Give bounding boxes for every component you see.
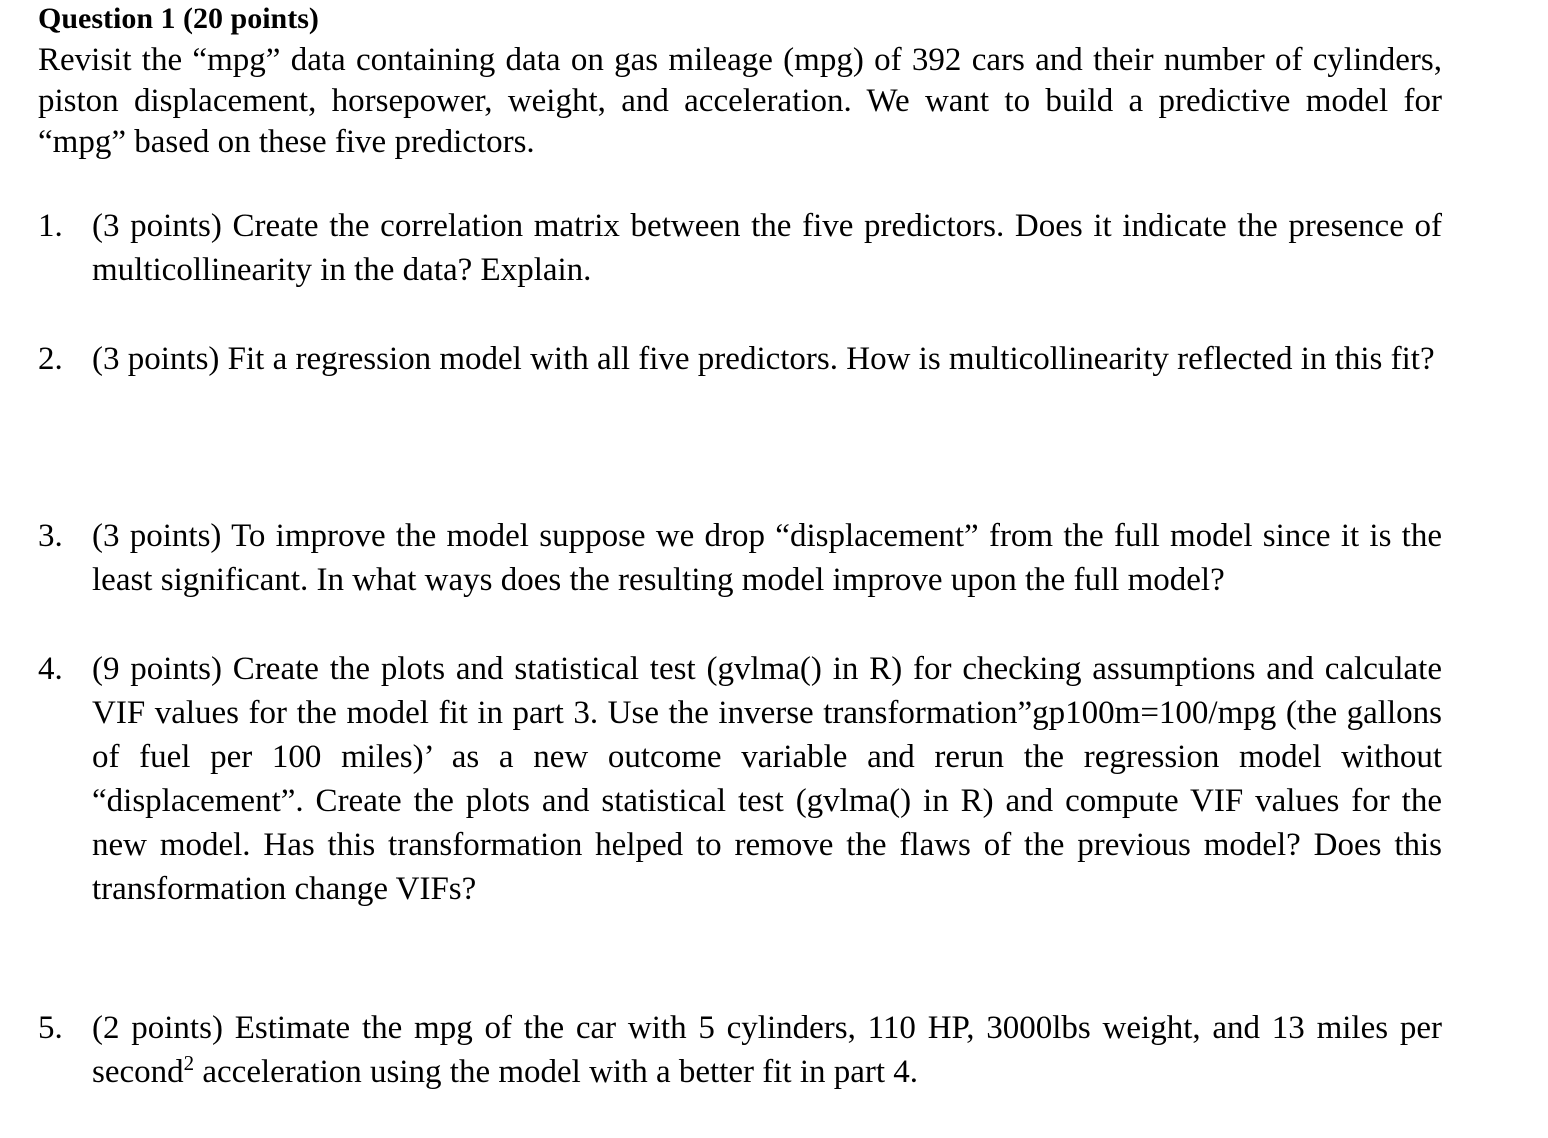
list-item [38, 204, 1442, 292]
list-item [38, 337, 1442, 381]
item-text [92, 1006, 1442, 1094]
list-item [38, 514, 1442, 602]
item-text: (3 points) Create the correlation matrix between the five predictors. Does it indicate the presence of multicollinearity in the data? Explain. [92, 208, 1442, 288]
item-text-before: (2 points) Estimate the mpg of the car with 5 cylinders, 110 HP, 3000lbs weight, and 13 miles per second [92, 1010, 1442, 1090]
item-text: (9 points) Create the plots and statistical test (gvlma() in R) for checking assumptions and calculate VIF values for the model fit in part 3. Use the inverse transformation”gp100m=100/mpg (the gallons of fuel per 100 miles)’ as a new outcome variable and rerun the regression model without “displacement”. Create the plots and statistical test (gvlma() in R) and compute VIF values for the new model. Has this transformation helped to remove the flaws of the previous model? Does this transformation change VIFs? [92, 651, 1442, 907]
item-number: 5. [38, 1010, 63, 1046]
question-title: Question 1 (20 points) [38, 2, 319, 35]
item-number: 3. [38, 518, 63, 554]
question-intro: Revisit the “mpg” data containing data on gas mileage (mpg) of 392 cars and their number of cylinders, piston displacement, horsepower, weight, and acceleration. We want to build a predictive model for “mpg” based on these five predictors. [38, 42, 1442, 160]
item-text: (3 points) To improve the model suppose we drop “displacement” from the full model since it is the least significant. In what ways does the resulting model improve upon the full model? [92, 518, 1442, 598]
superscript-two: 2 [183, 1051, 195, 1075]
list-item [38, 1006, 1442, 1094]
item-number: 2. [38, 341, 63, 377]
item-number: 4. [38, 651, 63, 687]
item-number: 1. [38, 208, 63, 244]
item-text: (3 points) Fit a regression model with all five predictors. How is multicollinearity reflected in this fit? [92, 341, 1435, 377]
item-text-after: acceleration using the model with a better fit in part 4. [194, 1054, 919, 1090]
list-item [38, 647, 1442, 911]
